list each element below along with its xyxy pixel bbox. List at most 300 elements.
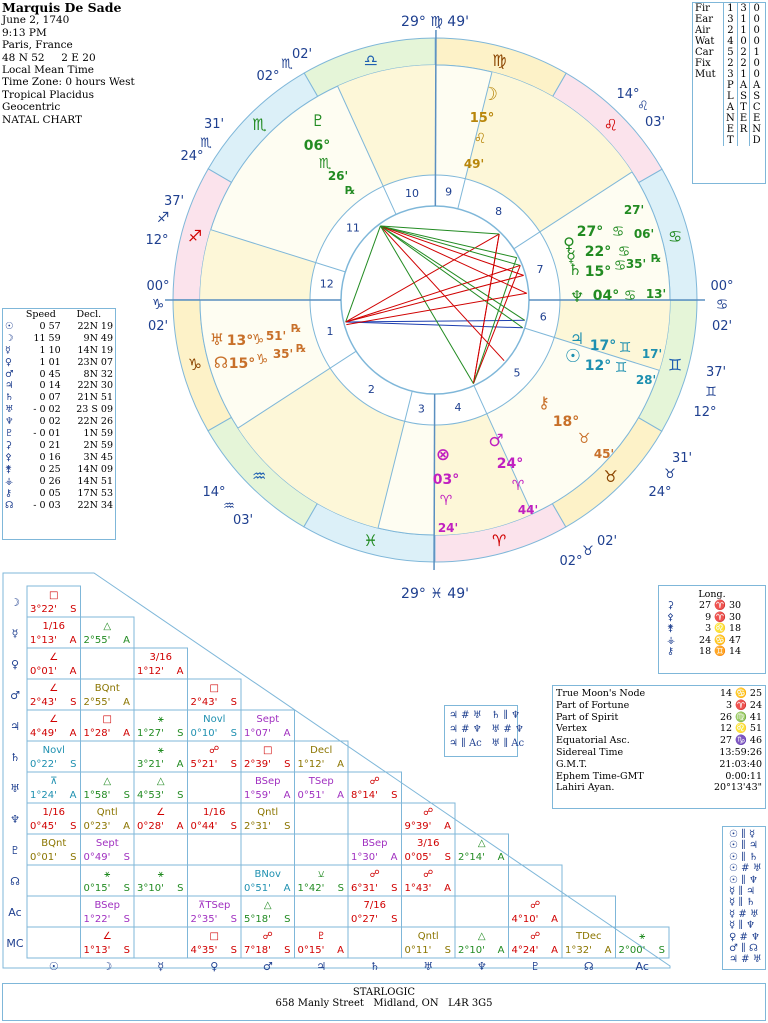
- decl-value: 14N 19: [77, 344, 113, 356]
- aspect-symbol: ☍: [262, 931, 273, 942]
- aspect-orb: 4°35': [190, 945, 218, 956]
- row-glyph: ♇: [10, 844, 20, 857]
- cusp-label: ♉: [582, 544, 594, 559]
- parallel-line: ☉ # ♅: [729, 863, 762, 875]
- parallel-line: ☉ ∥ ♆: [729, 874, 758, 886]
- aspect-symbol: △: [477, 931, 486, 942]
- footer-company: STARLOGIC: [352, 987, 416, 998]
- longitude-value: 18 ♊ 14: [699, 646, 742, 657]
- aspect-symbol: TDec: [576, 931, 602, 942]
- asteroid-glyph: ⚴: [667, 611, 674, 623]
- aspect-orb: 0°10': [190, 728, 218, 739]
- element-value: T: [724, 135, 738, 146]
- pluto-sign: ♏: [318, 156, 332, 172]
- speed-header-row: [3, 309, 115, 321]
- planet-glyph: ⚶: [5, 475, 14, 487]
- aspect-type: S: [70, 604, 77, 615]
- planet-glyph: ☊: [5, 499, 14, 511]
- aspect-orb: 0°23': [83, 821, 111, 832]
- element-value: R: [737, 124, 750, 135]
- row-glyph: ☿: [11, 627, 19, 640]
- element-value: T: [737, 102, 750, 113]
- aspect-orb: 2°39': [244, 759, 271, 770]
- element-value: P: [724, 80, 738, 91]
- cusp-label: ♊: [705, 385, 717, 400]
- house-cusp-line: [435, 30, 436, 206]
- speed-row: [3, 416, 115, 428]
- aspect-type: S: [230, 697, 237, 708]
- aspect-orb: 6°31': [351, 883, 378, 894]
- aspect-symbol: 1/16: [42, 621, 65, 632]
- aspect-type: A: [123, 635, 130, 646]
- view-type: Geocentric: [2, 101, 61, 114]
- parallel-line: ♃ # ♅: [729, 954, 762, 966]
- aspect-type: S: [230, 759, 237, 770]
- element-value: A: [737, 80, 750, 91]
- element-value: 1: [724, 3, 738, 14]
- aspect-symbol: BSep: [94, 900, 121, 911]
- column-glyph: ☊: [583, 960, 594, 973]
- chart-point-value: 12 ♌ 51: [719, 723, 762, 735]
- aspect-type: S: [123, 945, 130, 956]
- asteroid-glyph: ⚷: [667, 646, 674, 657]
- jupiter-sign: ♊: [618, 340, 632, 356]
- chart-point-label: Ephem Time-GMT: [556, 770, 644, 782]
- aspect-orb: 0°28': [137, 821, 164, 832]
- planet-glyph: ♄: [5, 392, 14, 404]
- moon-glyph: ☽: [481, 84, 499, 105]
- cusp-label: 24°: [180, 149, 204, 164]
- chart-point-row: [553, 688, 765, 700]
- aspect-symbol: □: [263, 745, 273, 756]
- speed-value: 0 57: [39, 320, 61, 332]
- element-label: Car: [695, 47, 714, 58]
- aspect-type: S: [177, 790, 184, 801]
- column-glyph: ♃: [316, 960, 327, 973]
- speed-row: [3, 333, 115, 345]
- aspect-symbol: ☍: [369, 869, 380, 880]
- planet-glyph: ⚳: [5, 439, 12, 451]
- footer-address: 658 Manly Street Midland, ON L4R 3G5: [275, 998, 493, 1009]
- aspect-symbol: 1/16: [42, 807, 65, 818]
- longitude-row: [667, 623, 741, 635]
- speed-value: 0 05: [39, 487, 61, 499]
- chart-point-row: [553, 700, 765, 712]
- column-glyph: ♆: [476, 960, 487, 973]
- dsc-sign: ♋: [715, 297, 729, 313]
- row-glyph: ♀: [10, 658, 20, 671]
- time-zone: Time Zone: 0 hours West: [2, 76, 135, 89]
- house-number: 12: [319, 277, 334, 291]
- column-glyph: ♇: [530, 960, 541, 973]
- aspect-type: S: [230, 945, 237, 956]
- aspect-type: A: [176, 666, 184, 677]
- parallel-line: ☉ ∥ ♃: [729, 840, 758, 852]
- saturn-glyph: ♄: [567, 260, 583, 279]
- sun-glyph: ☉: [564, 346, 582, 367]
- ic-label: 29° ♓ 49': [401, 586, 469, 602]
- aspect-orb: 2°43': [30, 697, 57, 708]
- aspect-orb: 2°55': [83, 697, 111, 708]
- chart-point-row: [553, 747, 765, 759]
- venus-degree: 27°: [576, 224, 604, 240]
- column-glyph: ☿: [157, 960, 165, 973]
- aspect-type: S: [284, 759, 291, 770]
- aspect-type: S: [444, 945, 451, 956]
- cusp-label: ♌: [637, 99, 649, 114]
- aspect-symbol: ⊼: [50, 776, 58, 787]
- moon-degree: 15°: [469, 111, 495, 126]
- sun-minute: 28': [635, 373, 657, 387]
- aspect-orb: 0°15': [83, 883, 111, 894]
- aspect-type: A: [69, 728, 77, 739]
- aspect-type: A: [337, 945, 344, 956]
- element-value: A: [750, 80, 763, 91]
- decl-value: 14N 09: [77, 463, 113, 475]
- aspect-orb: 0°05': [404, 852, 432, 863]
- aspect-symbol: ☍: [209, 745, 220, 756]
- aspect-type: S: [391, 914, 398, 925]
- aspect-type: S: [230, 821, 237, 832]
- cusp-label: 02': [596, 534, 618, 549]
- aspect-symbol: 7/16: [363, 900, 386, 911]
- element-value: 0: [750, 25, 763, 36]
- longitude-row: [667, 612, 741, 624]
- element-value: 1: [750, 47, 763, 58]
- decl-value: 3N 45: [83, 451, 113, 463]
- element-value: 0: [750, 36, 763, 47]
- aspect-symbol: □: [209, 931, 219, 942]
- house-number: 1: [326, 325, 334, 339]
- element-value: 0: [750, 58, 763, 69]
- mercury-sign: ♋: [617, 244, 631, 260]
- chart-point-label: Part of Fortune: [556, 699, 630, 711]
- aspect-orb: 4°10': [511, 914, 539, 925]
- aspect-symbol: △: [156, 776, 165, 787]
- cusp-label: 02°: [559, 554, 583, 569]
- aspect-symbol: ☍: [530, 900, 541, 911]
- aspect-type: S: [123, 883, 130, 894]
- cusp-label: 02': [291, 47, 313, 62]
- aspect-orb: 0°22': [30, 759, 57, 770]
- pluto-glyph: ♇: [310, 111, 326, 130]
- chiron-glyph: ⚷: [538, 393, 550, 412]
- element-value: 0: [750, 14, 763, 25]
- chart-point-label: Sidereal Time: [556, 746, 624, 758]
- decl-value: 22N 30: [77, 380, 113, 392]
- aspect-symbol: ∠: [156, 807, 166, 818]
- parallel-line: ☿ ∥ ♄: [729, 897, 756, 909]
- cusp-label: 31': [203, 117, 225, 132]
- chiron-degree: 18°: [552, 414, 580, 430]
- aspect-symbol: BQnt: [41, 838, 67, 849]
- chart-point-label: Lahiri Ayan.: [556, 782, 615, 794]
- planet-glyph: ♃: [5, 380, 14, 392]
- aspect-orb: 2°43': [190, 697, 218, 708]
- dsc-minute: 02': [711, 319, 733, 334]
- chart-point-value: 13:59:26: [719, 746, 762, 758]
- aspect-orb: 5°21': [190, 759, 218, 770]
- longitude-row: [667, 600, 741, 612]
- chart-point-value: 0:00:11: [725, 770, 762, 782]
- aspect-orb: 2°31': [244, 821, 271, 832]
- longitude-value: 27 ♈ 30: [699, 600, 742, 611]
- fortune-glyph: ⊗: [435, 445, 451, 465]
- aspect-type: S: [230, 914, 237, 925]
- aspect-type: A: [69, 790, 77, 801]
- birth-place: Paris, France: [2, 39, 73, 52]
- asc-sign: ♑: [151, 297, 165, 313]
- pluto-degree: 06°: [303, 138, 331, 154]
- column-glyph: Ac: [635, 960, 649, 973]
- house-number: 3: [417, 402, 425, 416]
- saturn-sign: ♋: [613, 258, 627, 274]
- aspect-orb: 1°32': [565, 945, 592, 956]
- column-glyph: ♂: [262, 960, 273, 973]
- aspect-symbol: 1/16: [203, 807, 226, 818]
- sign-glyph: ♏: [252, 115, 267, 135]
- uranus-glyph: ♅: [209, 330, 225, 349]
- element-value: 2: [737, 47, 750, 58]
- aspect-type: S: [70, 852, 77, 863]
- aspect-type: S: [444, 852, 451, 863]
- aspect-type: A: [176, 759, 184, 770]
- aspect-type: A: [69, 635, 77, 646]
- aspect-orb: 1°30': [351, 852, 378, 863]
- asteroid-glyph: ⚵: [667, 623, 674, 634]
- aspect-symbol: △: [477, 838, 486, 849]
- aspect-type: S: [123, 790, 130, 801]
- aspect-type: A: [337, 759, 344, 770]
- aspect-orb: 2°10': [458, 945, 485, 956]
- aspect-symbol: ☍: [423, 869, 434, 880]
- element-value: S: [750, 91, 763, 102]
- aspect-symbol: ⚹: [157, 869, 164, 880]
- saturn-minute: 35': [625, 257, 647, 271]
- chart-point-label: G.M.T.: [556, 758, 587, 770]
- cusp-label: ♏: [200, 136, 212, 151]
- row-glyph: ☊: [10, 875, 20, 888]
- decl-value: 17N 53: [77, 487, 113, 499]
- element-value: 2: [737, 58, 750, 69]
- aspect-orb: 1°22': [83, 914, 111, 925]
- aspect-type: A: [444, 883, 451, 894]
- chiron-sign: ♉: [577, 431, 591, 447]
- planet-glyph: ♂: [5, 368, 14, 380]
- speed-declination-table: [2, 308, 116, 540]
- cusp-label: 12°: [145, 233, 169, 248]
- aspect-type: S: [70, 697, 77, 708]
- longitude-row: [667, 646, 741, 658]
- moon-sign: ♌: [473, 131, 487, 147]
- uranus-retro: ℞: [291, 322, 301, 335]
- pattern-line: ♃ ∥ Ac ♅ ∥ Ac: [449, 738, 525, 749]
- fortune-sign: ♈: [439, 493, 453, 509]
- sign-glyph: ♉: [603, 466, 618, 486]
- aspect-ring: [341, 206, 529, 397]
- row-glyph: ♆: [10, 813, 20, 826]
- sign-glyph: ♌: [603, 115, 618, 135]
- aspect-type: S: [337, 883, 344, 894]
- chart-point-row: [553, 712, 765, 724]
- mars-glyph: ♂: [488, 431, 504, 451]
- cusp-label: 37': [163, 194, 185, 209]
- element-label: Air: [695, 25, 711, 36]
- element-value: N: [724, 113, 738, 124]
- sign-glyph: ♐: [187, 226, 203, 246]
- cusp-label: 31': [671, 451, 693, 466]
- row-glyph: ♃: [10, 720, 20, 733]
- element-value: E: [724, 124, 738, 135]
- aspect-orb: 2°14': [458, 852, 485, 863]
- speed-row: [3, 452, 115, 464]
- speed-row: [3, 404, 115, 416]
- aspect-type: A: [283, 790, 291, 801]
- chart-type: NATAL CHART: [2, 113, 83, 126]
- uranus-minute: 51': [265, 329, 287, 343]
- chart-point-value: 20°13'43": [714, 782, 762, 794]
- aspect-type: A: [123, 821, 130, 832]
- element-value: [737, 135, 750, 146]
- house-number: 4: [454, 401, 462, 415]
- aspect-orb: 0°44': [190, 821, 218, 832]
- mc-label: 29° ♍ 49': [401, 14, 469, 30]
- aspect-symbol: 3/16: [417, 838, 440, 849]
- speed-value: 0 07: [39, 392, 61, 404]
- speed-value: 0 02: [39, 416, 61, 428]
- moon-minute: 49': [463, 157, 485, 171]
- aspect-orb: 4°53': [137, 790, 164, 801]
- birth-date: June 2, 1740: [2, 14, 70, 27]
- chart-point-value: 3 ♈ 24: [725, 699, 762, 711]
- aspect-symbol: Novl: [203, 714, 226, 725]
- speed-row: [3, 464, 115, 476]
- aspect-orb: 5°18': [244, 914, 271, 925]
- chart-point-label: Vertex: [556, 723, 587, 735]
- element-value: 3: [724, 14, 738, 25]
- sign-glyph: ♒: [252, 466, 267, 486]
- aspect-symbol: ∠: [49, 652, 59, 663]
- cusp-label: 14°: [202, 485, 226, 500]
- aspect-symbol: □: [209, 683, 219, 694]
- element-label: Fir: [695, 3, 710, 14]
- sun-degree: 12°: [584, 358, 612, 374]
- chart-point-value: 14 ♋ 25: [719, 688, 762, 699]
- aspect-orb: 1°12': [137, 666, 164, 677]
- speed-value: 0 16: [39, 451, 61, 463]
- speed-row: [3, 500, 115, 512]
- sun-sign: ♊: [614, 360, 628, 376]
- aspect-symbol: Decl: [310, 745, 333, 756]
- mars-degree: 24°: [496, 456, 524, 472]
- element-value: 2: [724, 58, 738, 69]
- aspect-orb: 1°24': [30, 790, 57, 801]
- decl-value: 22N 19: [77, 320, 113, 332]
- element-label: Ear: [695, 14, 714, 25]
- row-glyph: ☽: [10, 596, 20, 609]
- house-number: 11: [345, 221, 360, 235]
- aspect-orb: 0°27': [351, 914, 378, 925]
- cusp-label: ♏: [281, 57, 293, 72]
- speed-value: 1 10: [39, 344, 61, 356]
- cusp-label: ♉: [664, 467, 676, 482]
- sign-glyph: ♋: [667, 226, 683, 246]
- natal-wheel: [145, 8, 734, 602]
- aspect-orb: 4°24': [511, 945, 539, 956]
- chart-point-value: 26 ♍ 41: [719, 711, 762, 723]
- aspect-orb: 0°51': [244, 883, 271, 894]
- decl-value: 14N 51: [77, 475, 113, 487]
- speed-value: 1 01: [39, 356, 61, 368]
- uranus-sign: ♑: [251, 332, 265, 348]
- aspect-orb: 1°58': [83, 790, 111, 801]
- row-glyph: ♄: [10, 751, 20, 764]
- aspect-orb: 1°13': [30, 635, 57, 646]
- speed-value: - 0 03: [33, 499, 61, 511]
- aspect-type: A: [176, 821, 184, 832]
- house-number: 6: [539, 310, 547, 324]
- aspect-type: A: [497, 852, 505, 863]
- aspect-symbol: □: [49, 590, 59, 601]
- sign-glyph: ♓: [363, 530, 378, 550]
- speed-row: [3, 440, 115, 452]
- aspect-symbol: ⚺: [317, 869, 325, 880]
- column-glyph: ☉: [48, 960, 59, 973]
- chart-point-row: [553, 782, 765, 794]
- aspect-type: S: [123, 852, 130, 863]
- aspect-type: S: [284, 821, 291, 832]
- dsc-degree: 00°: [710, 279, 734, 294]
- aspect-orb: 1°28': [83, 728, 111, 739]
- node-glyph: ☊: [213, 353, 229, 372]
- aspect-symbol: ∠: [49, 714, 59, 725]
- sign-glyph: ♊: [667, 355, 683, 375]
- aspect-type: A: [69, 666, 77, 677]
- pluto-minute: 26': [327, 169, 349, 183]
- element-value: 3: [737, 3, 750, 14]
- element-value: 4: [724, 36, 738, 47]
- element-value: S: [737, 91, 750, 102]
- decl-value: 22N 26: [77, 416, 113, 428]
- aspect-type: A: [283, 728, 291, 739]
- column-glyph: ♅: [423, 960, 434, 973]
- node-sign: ♑: [255, 352, 269, 368]
- cusp-label: ♐: [156, 210, 170, 226]
- aspect-orb: 7°18': [244, 945, 271, 956]
- aspect-type: S: [177, 883, 184, 894]
- aspect-orb: 2°35': [190, 914, 218, 925]
- parallel-line: ☉ ∥ ♄: [729, 851, 758, 863]
- element-value: A: [724, 102, 738, 113]
- cusp-label: 14°: [616, 87, 640, 102]
- chart-point-value: 27 ♑ 46: [719, 735, 762, 747]
- planet-glyph: ☽: [5, 332, 14, 344]
- fortune-degree: 03°: [432, 472, 460, 488]
- element-value: E: [750, 113, 763, 124]
- cusp-label: 03': [644, 115, 666, 130]
- aspect-orb: 3°22': [30, 604, 57, 615]
- neptune-degree: 04°: [592, 288, 620, 304]
- aspect-symbol: □: [102, 714, 112, 725]
- cusp-label: 37': [705, 365, 727, 380]
- aspect-orb: 1°27': [137, 728, 164, 739]
- aspect-orb: 3°21': [137, 759, 164, 770]
- cusp-label: 24°: [648, 485, 672, 500]
- birth-time: 9:13 PM: [2, 26, 47, 39]
- planet-glyph: ☉: [5, 320, 14, 332]
- chart-point-row: [553, 771, 765, 783]
- aspect-symbol: Sept: [256, 714, 280, 725]
